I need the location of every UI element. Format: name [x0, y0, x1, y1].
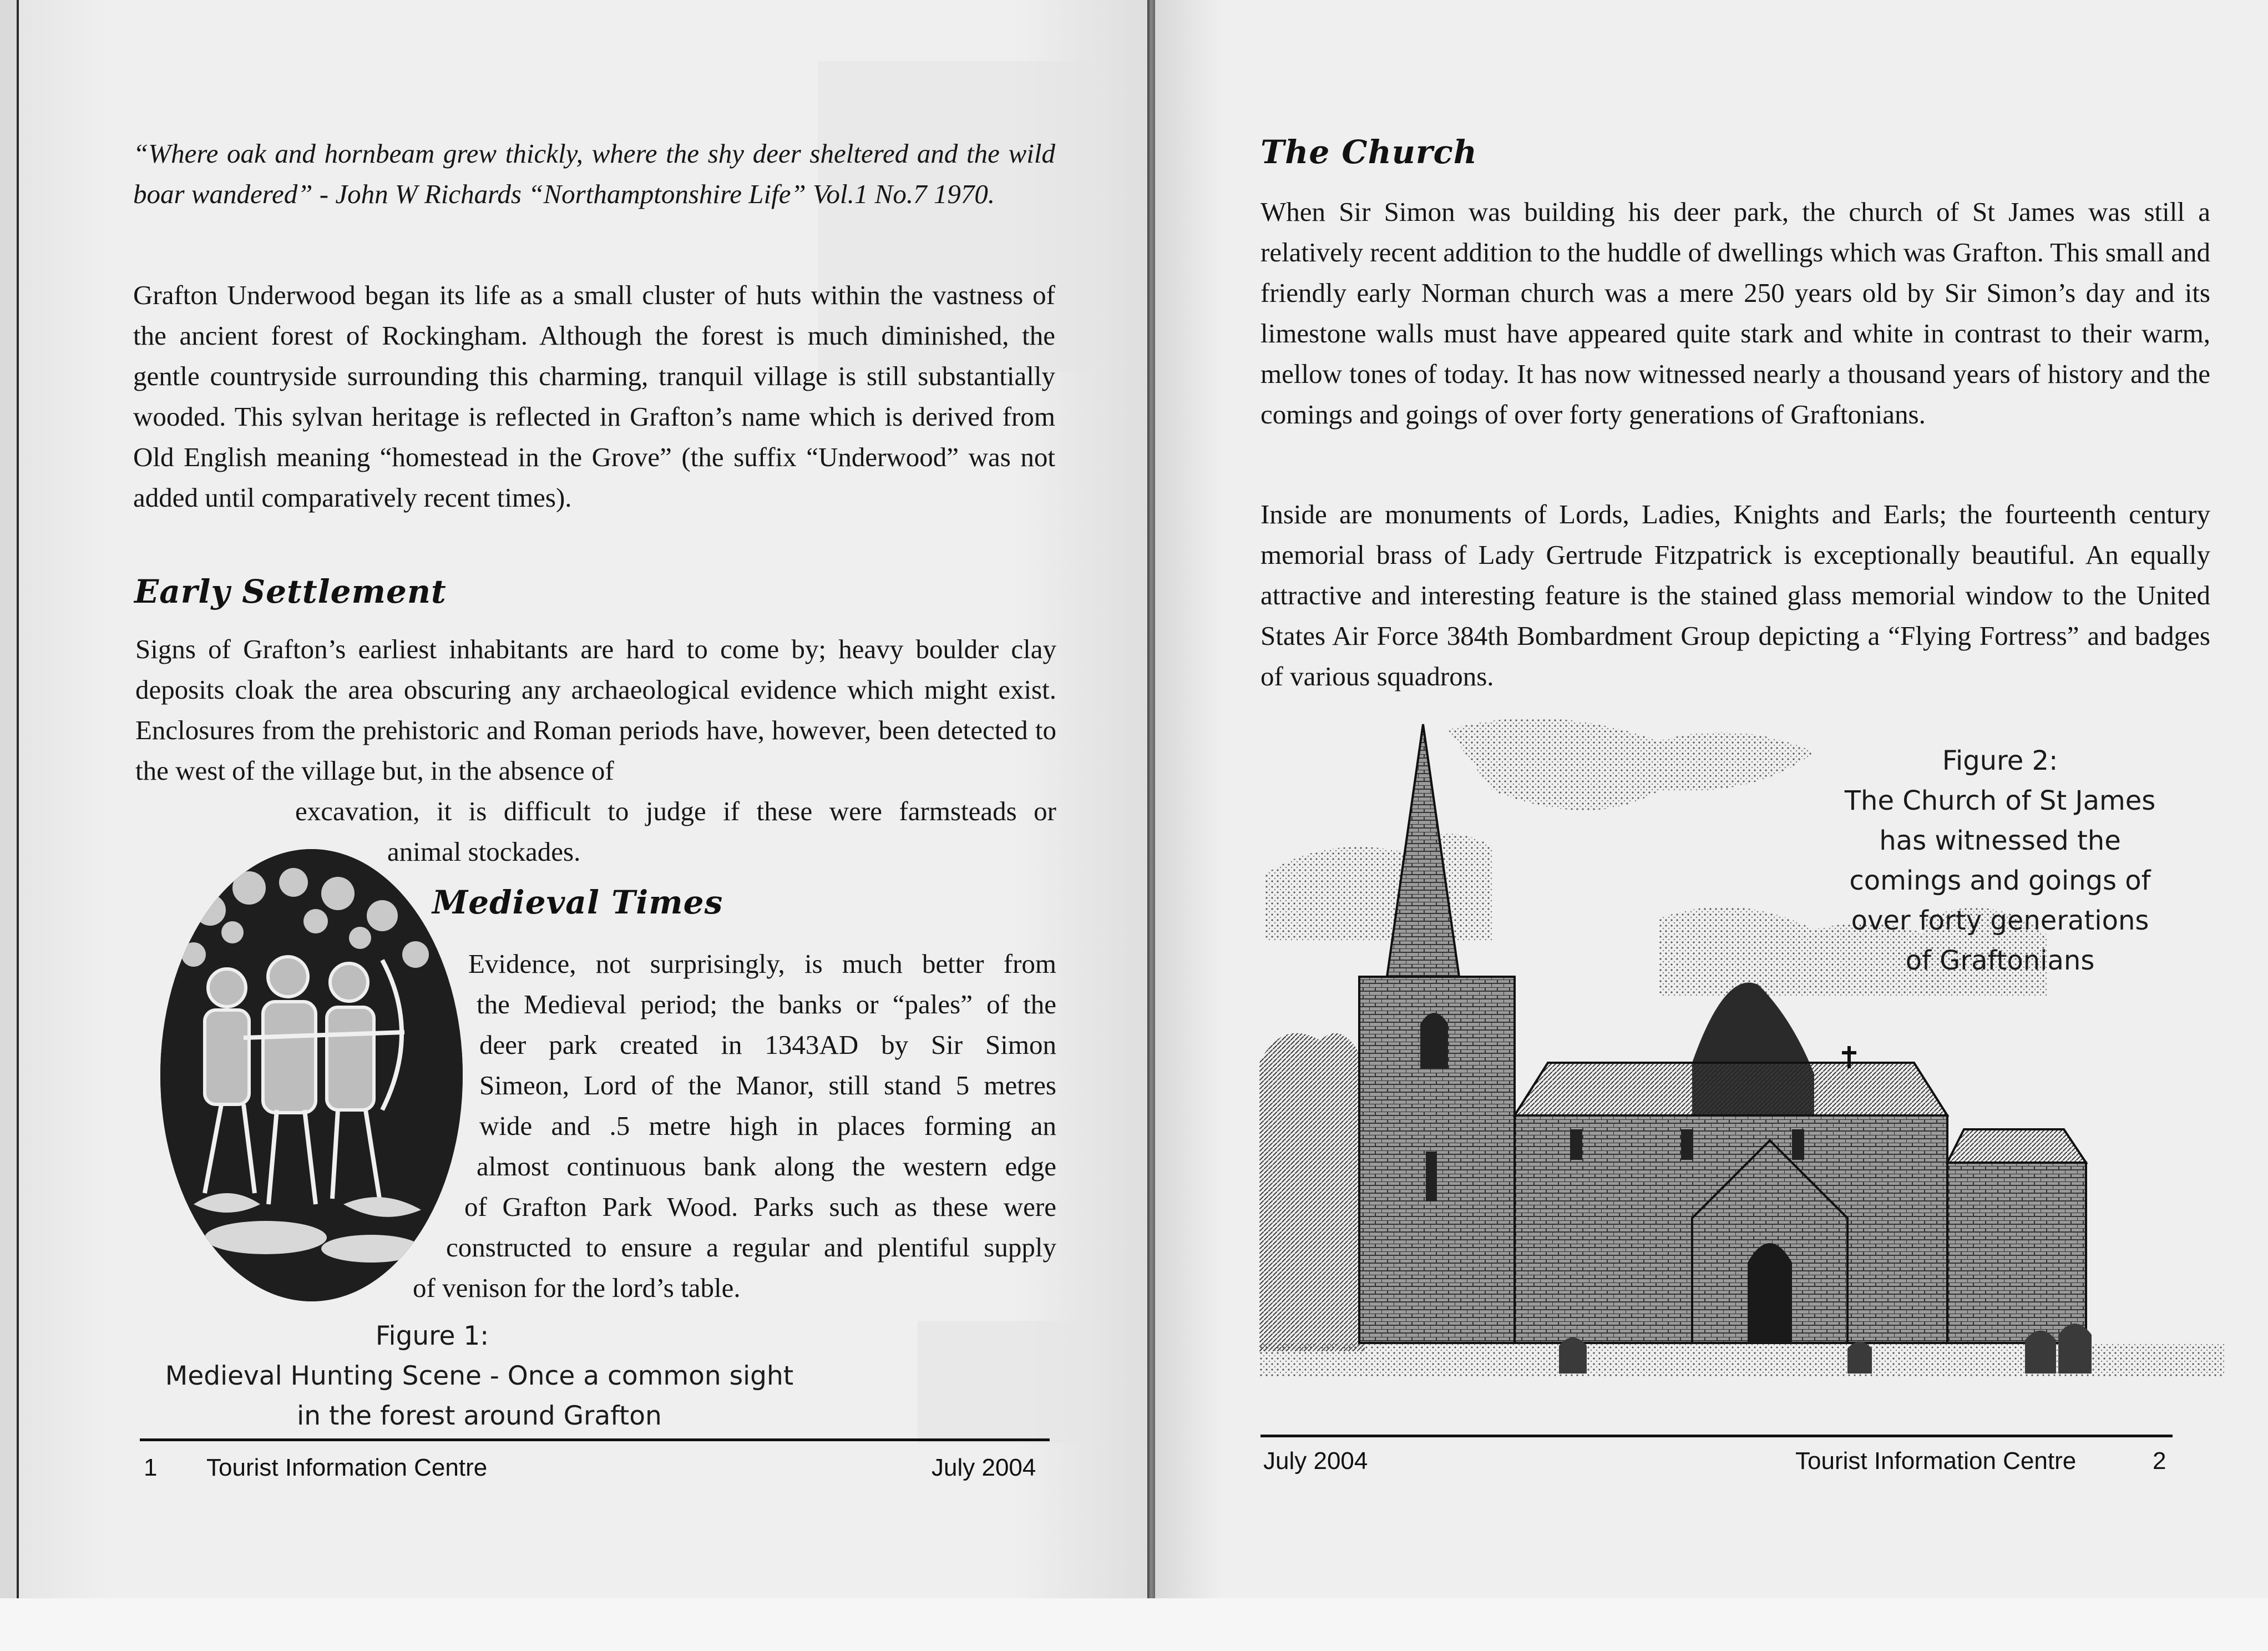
footer-date: July 2004	[932, 1454, 1036, 1481]
scan-background	[0, 1598, 2268, 1651]
footer-page-number: 2	[2153, 1447, 2166, 1475]
figure-2-caption-line: over forty generations	[1851, 905, 2149, 936]
text-line: excavation, it is difficult to judge if these were farmsteads or	[295, 796, 1056, 826]
figure-2-caption-line: Figure 2:	[1942, 745, 2058, 776]
figure-2-caption-line: of Graftonians	[1905, 945, 2095, 976]
figure-2-caption-line: has witnessed the	[1879, 825, 2121, 856]
figure-1-caption	[146, 1316, 812, 1436]
early-settlement-continued	[295, 791, 1056, 831]
intro-paragraph: Grafton Underwood began its life as a small cluster of huts within the vastness of the ancient forest of Rockingham. Although the forest is much diminished, the gentle countryside surrounding this charming, tranquil village is still substantially wooded. This sylvan heritage is reflected in Grafton’s name which is derived from Old English meaning “homestead in the Grove” (the suffix “Underwood” was not added until comparatively recent times).	[133, 280, 1055, 513]
inside-church-paragraph: Inside are monuments of Lords, Ladies, Knights and Earls; the fourteenth century memorial brass of Lady Gertrude Fitzpatrick is exceptionally beautiful. An equally attractive and interesting feature is the stained glass memorial window to the United States Air Force 384th Bombardment Group depicting a “Flying Fortress” and badges of various squadrons.	[1260, 499, 2210, 691]
text-line: Simeon, Lord of the Manor, still stand 5 metres	[479, 1070, 1056, 1100]
footer-rule	[140, 1438, 1050, 1441]
figure-1-caption-line: Medieval Hunting Scene - Once a common sight	[165, 1361, 794, 1391]
figure-2-caption-line: comings and goings of	[1849, 865, 2151, 896]
figure-1-label: Figure 1:	[375, 1321, 489, 1351]
footer-centre-name: Tourist Information Centre	[206, 1454, 488, 1481]
early-settlement-paragraph: Signs of Grafton’s earliest inhabitants are hard to come by; heavy boulder clay deposits cloak the area obscuring any archaeological evidence which might exist. Enclosures from the prehistoric and Roman periods have, however, been detected to the west of the village but, in the absence of	[135, 634, 1056, 786]
church-heading: The Church	[1260, 133, 1477, 171]
show-through-block	[918, 1321, 1101, 1443]
opening-quote: “Where oak and hornbeam grew thickly, where the shy deer sheltered and the wild boar wandered” - John W Richards “Northamptonshire Life” Vol.1 No.7 1970.	[133, 138, 1055, 209]
text-line: wide and .5 metre high in places forming an	[479, 1110, 1056, 1141]
footer-rule	[1260, 1435, 2173, 1437]
figure-2-caption-line: The Church of St James	[1844, 785, 2156, 816]
figure-1-caption-line: in the forest around Grafton	[297, 1401, 662, 1431]
text-line: constructed to ensure a regular and plentiful supply	[446, 1232, 1056, 1263]
early-settlement-end: animal stockades.	[387, 836, 581, 867]
footer-page-number: 1	[144, 1454, 158, 1481]
left-page	[17, 0, 1151, 1598]
medieval-times-heading: Medieval Times	[432, 883, 723, 921]
figure-2-caption	[1825, 741, 2175, 981]
medieval-hunting-scene-image	[160, 849, 463, 1301]
medieval-times-paragraph	[413, 943, 1056, 1308]
early-settlement-heading: Early Settlement	[134, 573, 447, 610]
text-line: almost continuous bank along the western edge	[477, 1151, 1056, 1182]
text-line: the Medieval period; the banks or “pales” of the	[477, 989, 1056, 1019]
text-line: of Grafton Park Wood. Parks such as these were	[464, 1191, 1056, 1222]
footer-date: July 2004	[1263, 1447, 1368, 1475]
text-line: deer park created in 1343AD by Sir Simon	[479, 1029, 1056, 1060]
text-line: Evidence, not surprisingly, is much better from	[468, 948, 1056, 979]
text-line: of venison for the lord’s table.	[413, 1273, 741, 1303]
church-paragraph: When Sir Simon was building his deer park, the church of St James was still a relatively recent addition to the huddle of dwellings which was Grafton. This small and friendly early Norman church was a mere 250 years old by Sir Simon’s day and its limestone walls must have appeared quite stark and white in contrast to their warm, mellow tones of today. It has now witnessed nearly a thousand years of history and the comings and goings of over forty generations of Graftonians.	[1260, 196, 2210, 430]
hunting-scene-illustration	[160, 849, 463, 1301]
footer-centre-name: Tourist Information Centre	[1795, 1447, 2077, 1475]
